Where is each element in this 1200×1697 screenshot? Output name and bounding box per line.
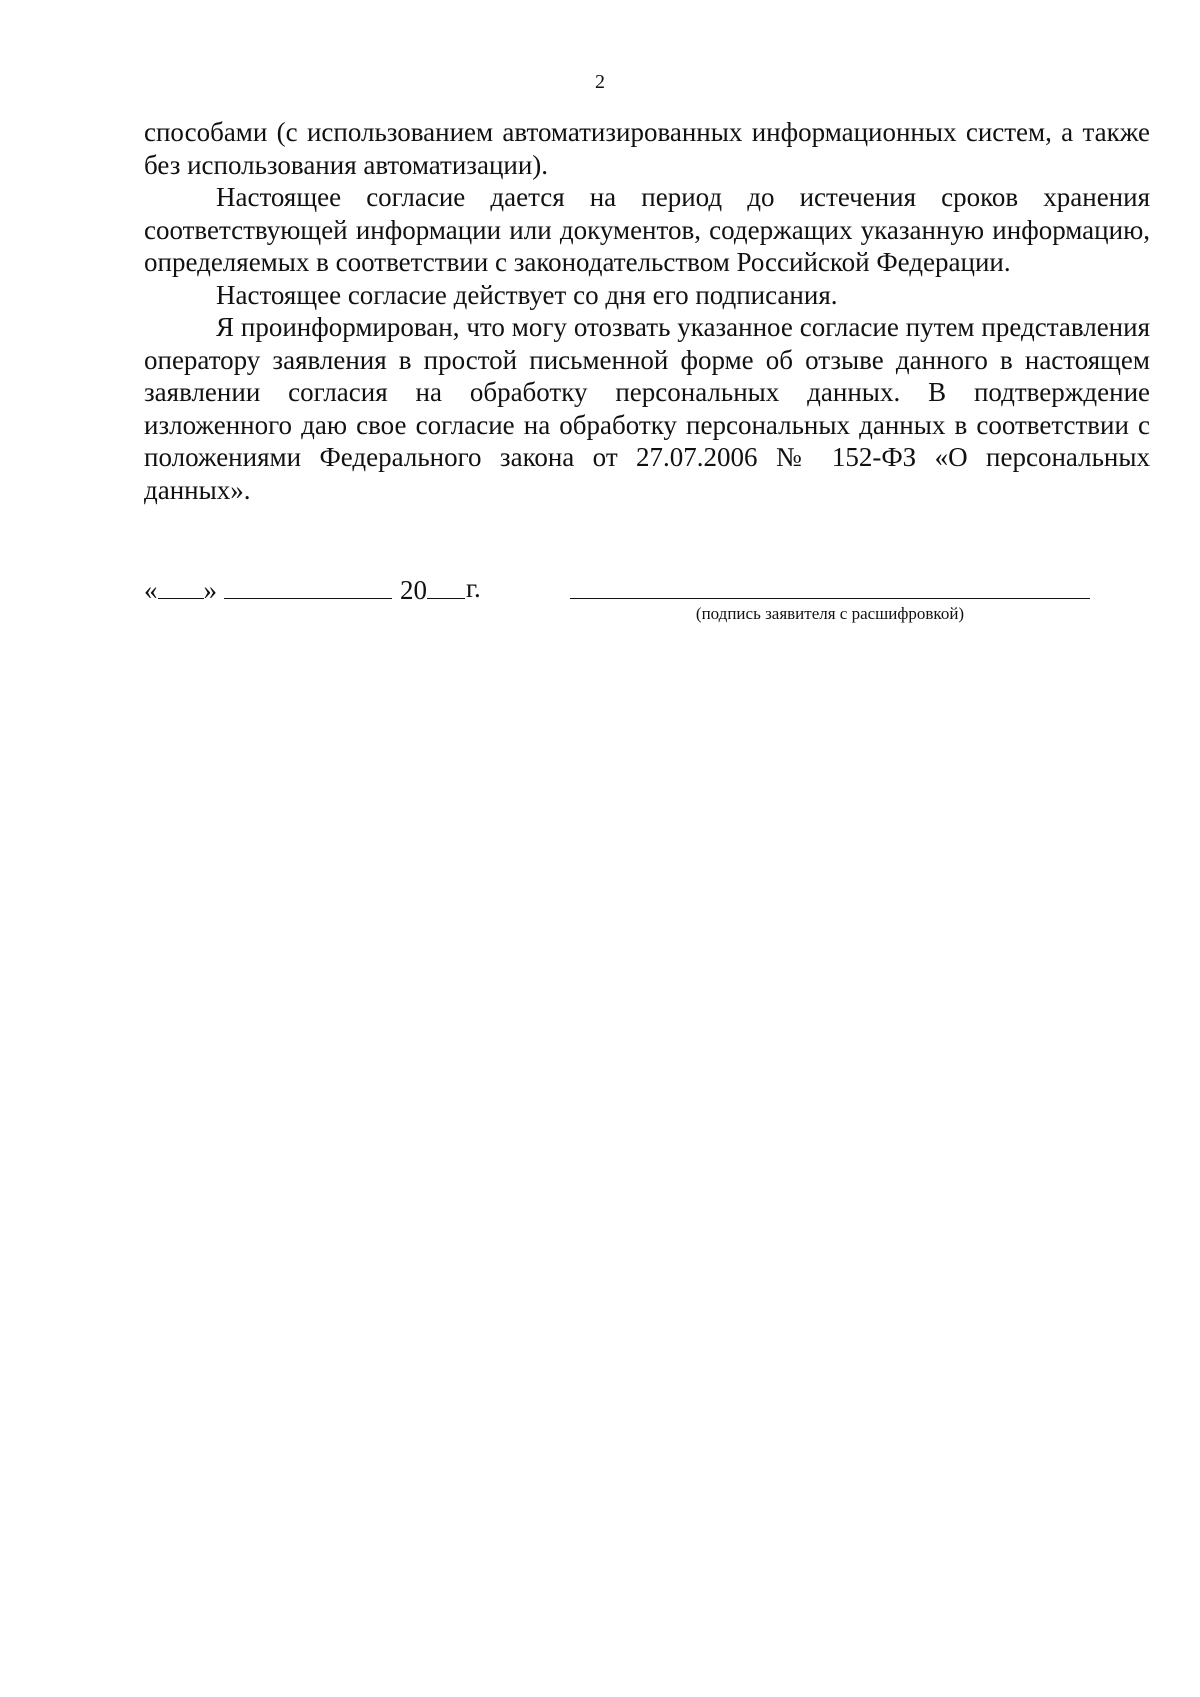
paragraph-consent-revocation: Я проинформирован, что могу отозвать указанное согласие путем представления оператору заявления в простой письменной форме об отзыве данного в настоящем заявлении согласия на обработку персональных данных. В подтверждение изложенного даю свое согласие на обработку персональных данных в соответствии с положениями Федерального закона от 27.07.2006 № 152-ФЗ «О персональных данных». [144,312,1150,505]
month-blank[interactable] [224,572,392,599]
day-blank[interactable] [158,572,204,599]
date-day-field[interactable] [144,572,217,606]
open-quote: « [144,575,158,605]
date-month-field[interactable] [224,572,392,606]
paragraph-processing-methods: способами (с использованием автоматизированных информационных систем, а также без использования автоматизации). [144,117,1150,180]
date-year-field[interactable] [400,572,465,606]
paragraph-consent-period: Настоящее согласие дается на период до истечения сроков хранения соответствующей информации или документов, содержащих указанную информацию, определяемых в соответствии с законодательством Российской Федерации. [144,182,1150,277]
page-number: 2 [595,71,605,93]
signature-date-row [144,572,1150,608]
paragraph-consent-effective: Настоящее согласие действует со дня его подписания. [216,279,838,310]
document-body [144,116,1150,506]
year-blank[interactable] [427,572,465,599]
year-suffix: г. [466,573,481,603]
year-prefix: 20 [400,575,427,605]
signature-line[interactable] [570,598,1090,599]
signature-caption: (подпись заявителя с расшифровкой) [695,604,965,623]
close-quote: » [203,575,217,605]
